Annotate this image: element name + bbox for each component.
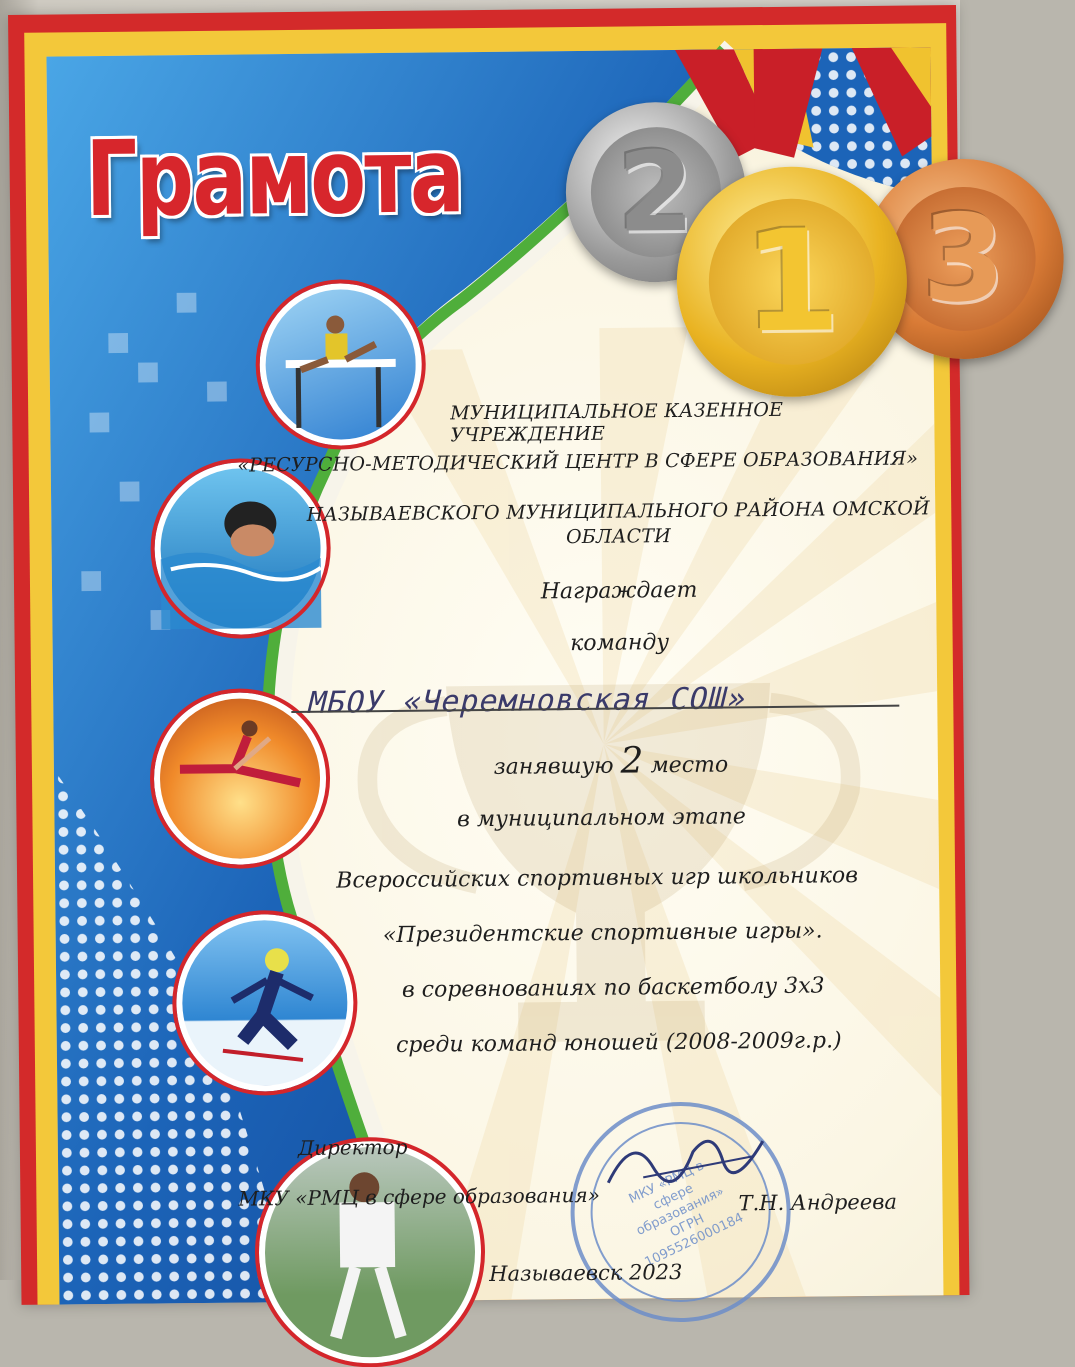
signer-title-2: МКУ «РМЦ в сфере образования» — [238, 1182, 600, 1211]
stamp-text: МКУ «РМЦ в сфере образования» ОГРН 1095526000184 — [626, 1158, 746, 1271]
medal-number: 1 — [742, 199, 842, 364]
org-line-1: МУНИЦИПАЛЬНОЕ КАЗЕННОЕ УЧРЕЖДЕНИЕ — [450, 398, 784, 447]
event-line-5: среди команд юношей (2008-2009г.р.) — [395, 1028, 842, 1058]
team-name-handwritten: МБОУ «Черемновская СОШ» — [304, 681, 751, 721]
place-prefix: занявшую — [493, 753, 614, 780]
signer-title-1: Директор — [297, 1134, 408, 1160]
team-word: команду — [570, 630, 670, 657]
awards-text: Награждает — [540, 577, 698, 605]
gold-frame — [24, 23, 1007, 1305]
medal-number: 3 — [921, 189, 1007, 329]
org-line-3: НАЗЫВАЕВСКОГО МУНИЦИПАЛЬНОГО РАЙОНА ОМСКОЙ — [306, 497, 930, 526]
org-line-4: ОБЛАСТИ — [565, 525, 672, 549]
football-player-photo — [258, 1140, 482, 1364]
medal-number: 2 — [616, 127, 695, 257]
place-number: 2 — [620, 740, 644, 782]
org-line-2: «РЕСУРСНО-МЕТОДИЧЕСКИЙ ЦЕНТР В СФЕРЕ ОБРАЗОВАНИЯ» — [237, 447, 919, 477]
place-suffix: место — [650, 752, 729, 779]
certificate-title: Грамота — [85, 114, 464, 241]
certificate-sheet — [8, 5, 1007, 1305]
signer-name: Т.Н. Андреева — [738, 1189, 898, 1216]
event-line-4: в соревнованиях по баскетболу 3х3 — [401, 973, 825, 1003]
certificate-paper — [46, 47, 1007, 1304]
event-line-3: «Президентские спортивные игры». — [382, 918, 823, 949]
place-date: Называевск 2023 — [489, 1259, 683, 1286]
event-line-2: Всероссийских спортивных игр школьников — [336, 863, 859, 894]
event-line-1: в муниципальном этапе — [456, 804, 746, 833]
gold-medal-icon — [676, 166, 908, 398]
